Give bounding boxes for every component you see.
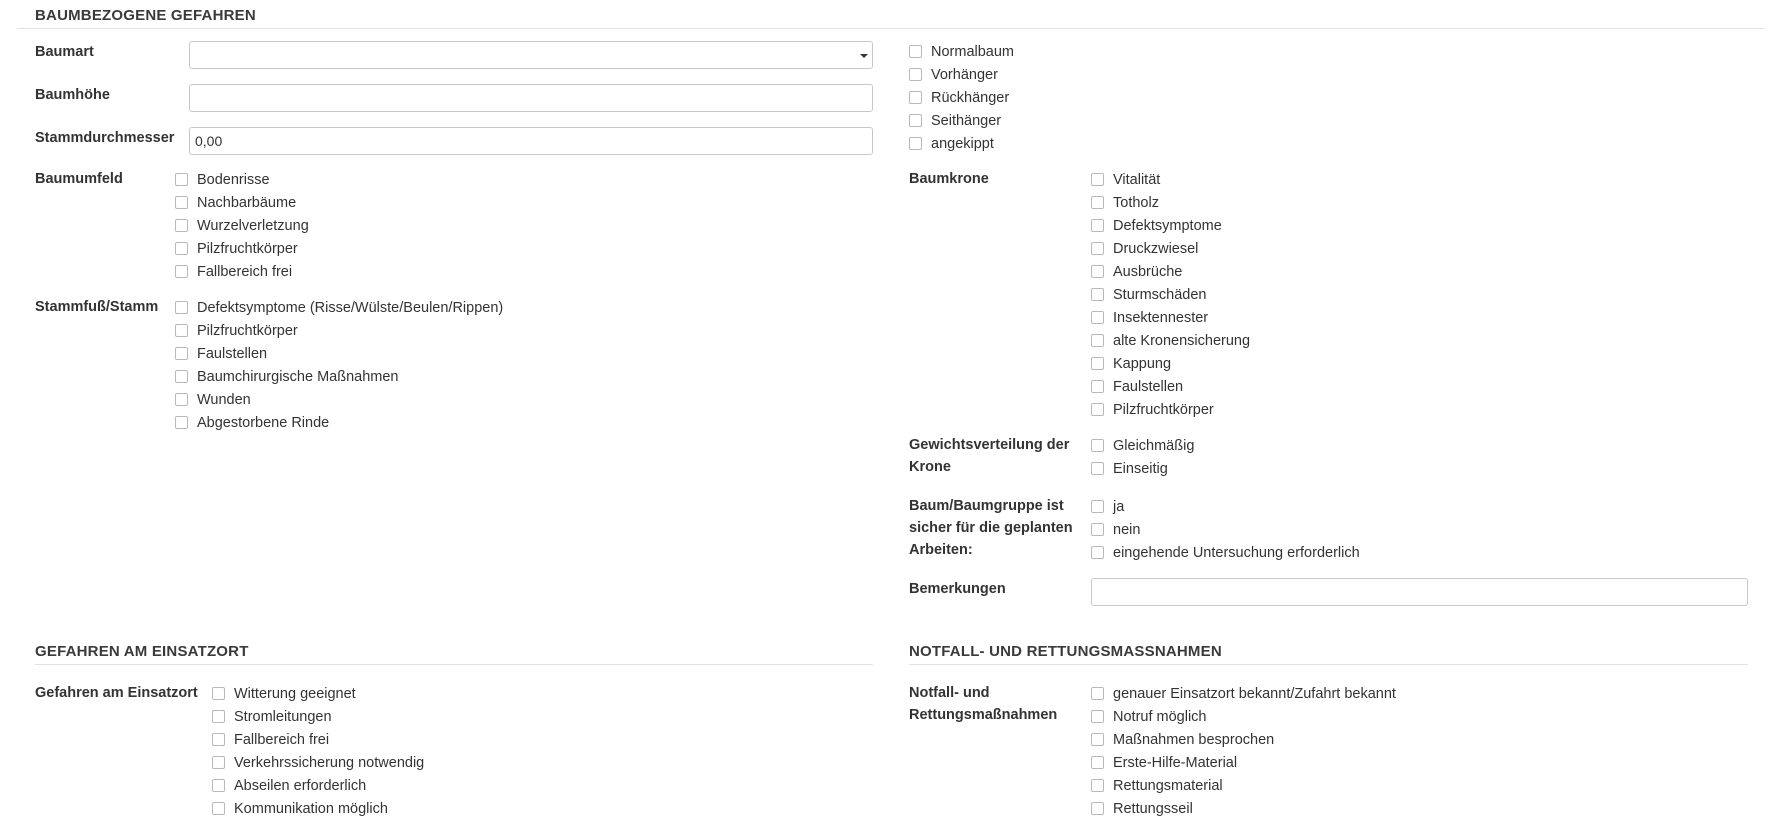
baum-sicher-checkbox-group [1091, 495, 1360, 564]
checkbox-seithaenger[interactable] [909, 109, 1014, 132]
checkbox-kappung[interactable] [1091, 352, 1250, 375]
label-line: sicher für die geplanten [909, 520, 1073, 536]
section-title-baumbezogene-gefahren: BAUMBEZOGENE GEFAHREN [35, 7, 256, 24]
checkbox-box[interactable] [1091, 687, 1104, 700]
section-title-gefahren-am-einsatzort: GEFAHREN AM EINSATZORT [35, 643, 249, 660]
checkbox-box[interactable] [1091, 219, 1104, 232]
checkbox-box[interactable] [175, 219, 188, 232]
checkbox-notruf-moeglich[interactable] [1091, 705, 1396, 728]
checkbox-label: Abgestorbene Rinde [197, 414, 330, 431]
section-divider [17, 28, 1765, 29]
checkbox-box[interactable] [1091, 439, 1104, 452]
checkbox-box[interactable] [1091, 196, 1104, 209]
label-line: Rettungsmaßnahmen [909, 707, 1058, 723]
checkbox-label: Faulstellen [1113, 378, 1184, 395]
checkbox-label: ja [1113, 498, 1125, 515]
checkbox-abgestorbene-rinde[interactable] [175, 411, 503, 434]
checkbox-rettungsseil[interactable] [1091, 797, 1396, 820]
checkbox-label: Abseilen erforderlich [234, 777, 367, 794]
checkbox-faulstellen[interactable] [175, 342, 503, 365]
checkbox-ausbrueche[interactable] [1091, 260, 1250, 283]
checkbox-label: Ausbrüche [1113, 263, 1183, 280]
checkbox-label: Einseitig [1113, 460, 1168, 477]
checkbox-stromleitungen[interactable] [212, 705, 424, 728]
checkbox-box[interactable] [175, 173, 188, 186]
checkbox-rettungsmaterial[interactable] [1091, 774, 1396, 797]
checkbox-box[interactable] [175, 347, 188, 360]
checkbox-label: Defektsymptome (Risse/Wülste/Beulen/Rippen) [197, 299, 504, 316]
label-line: Arbeiten: [909, 542, 973, 558]
checkbox-box[interactable] [175, 196, 188, 209]
checkbox-box[interactable] [909, 91, 922, 104]
checkbox-wunden[interactable] [175, 388, 503, 411]
checkbox-label: Druckzwiesel [1113, 240, 1199, 257]
checkbox-gleichmaessig[interactable] [1091, 434, 1194, 457]
checkbox-abseilen-erforderlich[interactable] [212, 774, 424, 797]
checkbox-angekippt[interactable] [909, 132, 1014, 155]
checkbox-fallbereich-frei[interactable] [175, 260, 309, 283]
baumart-select[interactable] [189, 41, 873, 69]
checkbox-kommunikation-moeglich[interactable] [212, 797, 424, 820]
stammdurchmesser-label: Stammdurchmesser [35, 130, 175, 146]
checkbox-box[interactable] [909, 45, 922, 58]
checkbox-label: Faulstellen [197, 345, 268, 362]
baumhoehe-label: Baumhöhe [35, 87, 110, 103]
checkbox-sturmschaeden[interactable] [1091, 283, 1250, 306]
checkbox-label: Gleichmäßig [1113, 437, 1195, 454]
checkbox-nein[interactable] [1091, 518, 1360, 541]
checkbox-box[interactable] [175, 301, 188, 314]
checkbox-label: alte Kronensicherung [1113, 332, 1251, 349]
checkbox-wurzelverletzung[interactable] [175, 214, 309, 237]
checkbox-box[interactable] [1091, 802, 1104, 815]
checkbox-label: Verkehrssicherung notwendig [234, 754, 425, 771]
checkbox-label: Stromleitungen [234, 708, 332, 725]
checkbox-box[interactable] [1091, 546, 1104, 559]
section-divider [909, 664, 1748, 665]
checkbox-box[interactable] [909, 114, 922, 127]
checkbox-erste-hilfe-material[interactable] [1091, 751, 1396, 774]
baum-sicher-label [909, 495, 1073, 561]
checkbox-rueckhaenger[interactable] [909, 86, 1014, 109]
checkbox-bodenrisse[interactable] [175, 168, 309, 191]
checkbox-label: Fallbereich frei [234, 731, 330, 748]
label-line: Notfall- und [909, 685, 990, 701]
checkbox-label: nein [1113, 521, 1141, 538]
checkbox-fallbereich-frei[interactable] [212, 728, 424, 751]
checkbox-label: Wunden [197, 391, 251, 408]
checkbox-label: Bodenrisse [197, 171, 270, 188]
checkbox-box[interactable] [212, 687, 225, 700]
checkbox-label: Kappung [1113, 355, 1172, 372]
checkbox-box[interactable] [1091, 403, 1104, 416]
checkbox-box[interactable] [175, 242, 188, 255]
checkbox-label: Pilzfruchtkörper [197, 240, 298, 257]
checkbox-box[interactable] [1091, 380, 1104, 393]
baumhoehe-input[interactable] [189, 84, 873, 112]
checkbox-pilzfruchtkoerper[interactable] [175, 319, 503, 342]
checkbox-box[interactable] [1091, 173, 1104, 186]
checkbox-baumchirurgische-massnahmen[interactable] [175, 365, 503, 388]
label-line: Baum/Baumgruppe ist [909, 498, 1064, 514]
checkbox-faulstellen[interactable] [1091, 375, 1250, 398]
baumart-label: Baumart [35, 44, 94, 60]
checkbox-label: genauer Einsatzort bekannt/Zufahrt bekannt [1113, 685, 1396, 702]
baumkrone-checkbox-group [1091, 168, 1250, 421]
checkbox-label: Rückhänger [931, 89, 1010, 106]
checkbox-label: Vitalität [1113, 171, 1161, 188]
checkbox-label: Wurzelverletzung [197, 217, 309, 234]
checkbox-normalbaum[interactable] [909, 40, 1014, 63]
checkbox-insektennester[interactable] [1091, 306, 1250, 329]
checkbox-box[interactable] [1091, 265, 1104, 278]
checkbox-einsatzort-bekannt[interactable] [1091, 682, 1396, 705]
checkbox-box[interactable] [1091, 462, 1104, 475]
checkbox-label: Defektsymptome [1113, 217, 1222, 234]
checkbox-box[interactable] [1091, 523, 1104, 536]
checkbox-box[interactable] [1091, 733, 1104, 746]
checkbox-defektsymptome[interactable] [1091, 214, 1250, 237]
stammfuss-checkbox-group [175, 296, 503, 434]
checkbox-box[interactable] [1091, 242, 1104, 255]
checkbox-eingehende-untersuchung[interactable] [1091, 541, 1360, 564]
chevron-down-icon [860, 54, 868, 58]
checkbox-vitalitaet[interactable] [1091, 168, 1250, 191]
checkbox-label: Pilzfruchtkörper [1113, 401, 1214, 418]
checkbox-box[interactable] [1091, 311, 1104, 324]
checkbox-label: Sturmschäden [1113, 286, 1207, 303]
checkbox-box[interactable] [1091, 756, 1104, 769]
checkbox-defektsymptome[interactable] [175, 296, 503, 319]
gewichtsverteilung-checkbox-group [1091, 434, 1194, 480]
section-title-notfall-rettung: NOTFALL- UND RETTUNGSMASSNAHMEN [909, 643, 1222, 660]
gefahren-einsatzort-label: Gefahren am Einsatzort [35, 685, 198, 701]
checkbox-box[interactable] [1091, 334, 1104, 347]
checkbox-box[interactable] [212, 802, 225, 815]
checkbox-label: Insektennester [1113, 309, 1209, 326]
label-line: Krone [909, 459, 951, 475]
checkbox-label: Normalbaum [931, 43, 1014, 60]
checkbox-box[interactable] [175, 393, 188, 406]
baumkrone-label: Baumkrone [909, 171, 989, 187]
checkbox-label: Kommunikation möglich [234, 800, 388, 817]
bemerkungen-label: Bemerkungen [909, 581, 1006, 597]
checkbox-label: Nachbarbäume [197, 194, 297, 211]
checkbox-pilzfruchtkoerper[interactable] [175, 237, 309, 260]
checkbox-box[interactable] [909, 68, 922, 81]
notfall-checkbox-group [1091, 682, 1396, 820]
checkbox-box[interactable] [212, 733, 225, 746]
checkbox-box[interactable] [175, 324, 188, 337]
checkbox-alte-kronensicherung[interactable] [1091, 329, 1250, 352]
checkbox-label: Witterung geeignet [234, 685, 356, 702]
checkbox-label: Rettungsmaterial [1113, 777, 1223, 794]
baumumfeld-label: Baumumfeld [35, 171, 123, 187]
checkbox-box[interactable] [909, 137, 922, 150]
gefahren-einsatzort-checkbox-group [212, 682, 424, 820]
bemerkungen-input[interactable] [1091, 578, 1748, 606]
checkbox-label: Baumchirurgische Maßnahmen [197, 368, 399, 385]
gewichtsverteilung-label [909, 434, 1069, 478]
checkbox-label: Pilzfruchtkörper [197, 322, 298, 339]
stammdurchmesser-input[interactable] [189, 127, 873, 155]
checkbox-nachbarbaeume[interactable] [175, 191, 309, 214]
checkbox-box[interactable] [212, 779, 225, 792]
checkbox-box[interactable] [212, 710, 225, 723]
notfall-label [909, 682, 1057, 726]
checkbox-label: Notruf möglich [1113, 708, 1207, 725]
checkbox-einseitig[interactable] [1091, 457, 1194, 480]
checkbox-label: angekippt [931, 135, 994, 152]
checkbox-totholz[interactable] [1091, 191, 1250, 214]
baumumfeld-checkbox-group [175, 168, 309, 283]
checkbox-box[interactable] [175, 265, 188, 278]
checkbox-label: Maßnahmen besprochen [1113, 731, 1275, 748]
checkbox-ja[interactable] [1091, 495, 1360, 518]
checkbox-label: Rettungsseil [1113, 800, 1193, 817]
checkbox-pilzfruchtkoerper[interactable] [1091, 398, 1250, 421]
checkbox-box[interactable] [212, 756, 225, 769]
checkbox-label: Erste-Hilfe-Material [1113, 754, 1238, 771]
checkbox-box[interactable] [1091, 710, 1104, 723]
checkbox-label: Fallbereich frei [197, 263, 293, 280]
checkbox-box[interactable] [1091, 288, 1104, 301]
label-line: Gewichtsverteilung der [909, 437, 1070, 453]
checkbox-label: Totholz [1113, 194, 1159, 211]
checkbox-box[interactable] [1091, 779, 1104, 792]
checkbox-druckzwiesel[interactable] [1091, 237, 1250, 260]
checkbox-label: Vorhänger [931, 66, 998, 83]
stammfuss-label: Stammfuß/Stamm [35, 299, 159, 315]
checkbox-box[interactable] [175, 370, 188, 383]
checkbox-label: eingehende Untersuchung erforderlich [1113, 544, 1360, 561]
baumtyp-checkbox-group [909, 40, 1014, 155]
checkbox-label: Seithänger [931, 112, 1002, 129]
checkbox-massnahmen-besprochen[interactable] [1091, 728, 1396, 751]
section-divider [35, 664, 873, 665]
checkbox-box[interactable] [175, 416, 188, 429]
checkbox-box[interactable] [1091, 500, 1104, 513]
checkbox-box[interactable] [1091, 357, 1104, 370]
checkbox-verkehrssicherung[interactable] [212, 751, 424, 774]
checkbox-witterung-geeignet[interactable] [212, 682, 424, 705]
checkbox-vorhaenger[interactable] [909, 63, 1014, 86]
